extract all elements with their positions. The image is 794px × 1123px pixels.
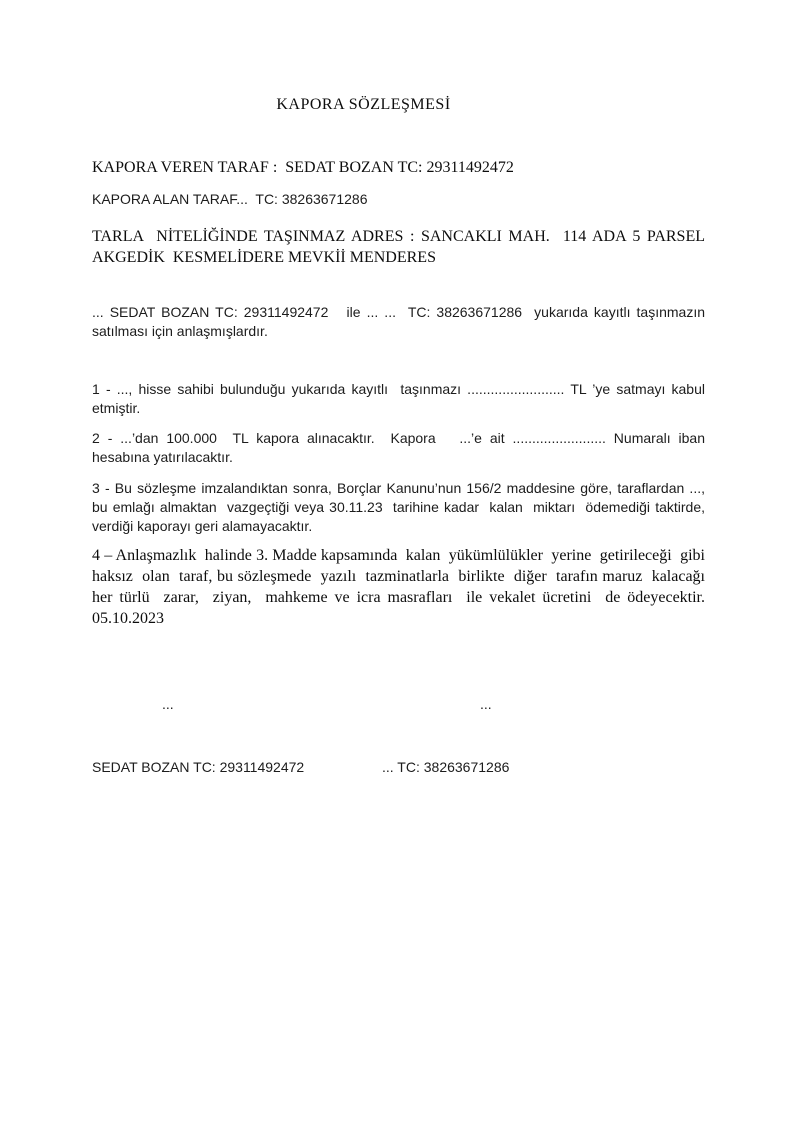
signature-dots-left: ... [162,696,174,712]
signature-row [92,758,705,777]
party-giver-line: KAPORA VEREN TARAF : SEDAT BOZAN TC: 29311492472 [92,159,514,176]
document-title: KAPORA SÖZLEŞMESİ [276,96,451,113]
property-description: TARLA NİTELİĞİNDE TAŞINMAZ ADRES : SANCAKLI MAH. 114 ADA 5 PARSEL AKGEDİK KESMELİDERE MEVKİİ MENDERES [92,228,709,266]
party-receiver-line: KAPORA ALAN TARAF... TC: 38263671286 [92,191,368,207]
clause-1: 1 - ..., hisse sahibi bulunduğu yukarıda kayıtlı taşınmazı ......................... TL ’ye satmayı kabul etmiştir. [92,381,709,416]
agreement-paragraph: ... SEDAT BOZAN TC: 29311492472 ile ... ... TC: 38263671286 yukarıda kayıtlı taşınmazın satılması için anlaşmışlardır. [92,304,709,339]
clause-3: 3 - Bu sözleşme imzalandıktan sonra, Borçlar Kanunu’nun 156/2 maddesine göre, taraflardan ..., bu emlağı almaktan vazgeçtiği veya 30.11.23 tarihine kadar kalan miktarı ödemediği taktirde, verdiği kaporayı geri alamayacaktır. [92,480,713,534]
signature-dots-right: ... [480,696,492,712]
clause-2: 2 - ...’dan 100.000 TL kapora alınacaktır. Kapora ...’e ait ........................ Numaralı iban hesabına yatırılacaktır. [92,430,713,465]
signature-left: SEDAT BOZAN TC: 29311492472 [92,759,305,775]
clause-4: 4 – Anlaşmazlık halinde 3. Madde kapsamında kalan yükümlülükler yerine getirileceği gibi haksız olan taraf, bu sözleşmede yazılı tazminatlarla birlikte diğer tarafın maruz kalacağı her türlü zarar, ziyan, mahkeme ve icra masrafları ile vekalet ücretini de ödeyecektir. 05.10.2023 [92,547,713,627]
signature-right: ... TC: 38263671286 [382,759,510,775]
signature-dots-row [92,695,705,714]
